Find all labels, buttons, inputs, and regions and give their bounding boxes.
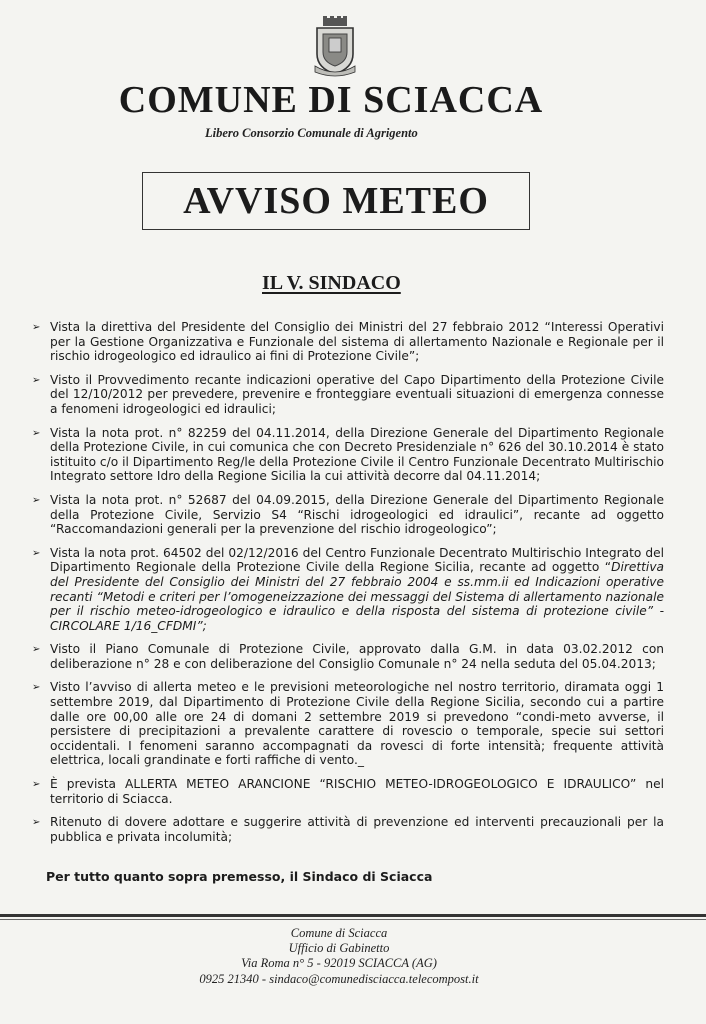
premises-list — [32, 320, 664, 853]
list-item — [32, 815, 664, 844]
arrow-bullet-icon: ➢ — [32, 644, 41, 656]
municipality-subtitle: Libero Consorzio Comunale di Agrigento — [205, 126, 418, 140]
list-item — [32, 493, 664, 537]
list-item — [32, 320, 664, 364]
list-item-text: Visto il Piano Comunale di Protezione Civile, approvato dalla G.M. in data 03.02.2012 con deliberazione n° 28 e con deliberazione del Consiglio Comunale n° 24 nella seduta del 05.04.2013; — [50, 642, 664, 671]
list-item — [32, 777, 664, 806]
municipality-title: COMUNE DI SCIACCA — [118, 79, 544, 121]
notice-title: AVVISO METEO — [183, 180, 489, 222]
list-item-text: Vista la nota prot. n° 52687 del 04.09.2015, della Direzione Generale del Dipartimento Regionale della Protezione Civile, Servizio S4 “Rischi idrogeologici ed idraulici”, recante ad oggetto “Raccomandazioni generali per la prevenzione del rischio idrogeologico”; — [50, 492, 664, 537]
list-item-text: Vista la direttiva del Presidente del Consiglio dei Ministri del 27 febbraio 2012 “Interessi Operativi per la Gestione Organizzativa e Funzionale del sistema di allertamento Nazionale e Regionale per il rischio idrogeologico ed idraulico ai fini di Protezione Civile”; — [50, 320, 664, 364]
footer-line-address: Via Roma n° 5 - 92019 SCIACCA (AG) — [241, 956, 437, 971]
list-item-text: Ritenuto di dovere adottare e suggerire attività di prevenzione ed interventi precauzionali per la pubblica e privata incolumità; — [50, 815, 664, 844]
list-item — [32, 680, 664, 768]
list-item — [32, 546, 664, 634]
conclusion-line: Per tutto quanto sopra premesso, il Sindaco di Sciacca — [46, 869, 433, 884]
arrow-bullet-icon: ➢ — [32, 779, 41, 791]
list-item-text: Visto l’avviso di allerta meteo e le previsioni meteorologiche nel nostro territorio, diramata oggi 1 settembre 2019, dal Dipartimento di Protezione Civile della Regione Sicilia, secondo cui a partire dalle ore 00,00 alle ore 24 di domani 2 settembre 2019 si prevedono “condi-meto avverse, il persistere di precipitazioni a prevalente carattere di rovescio o temporale, specie sui settori occidentali. I fenomeni saranno accompagnati da rovesci di forte intensità; frequente attività elettrica, locali grandinate e forti raffiche di vento._ — [50, 680, 664, 768]
coat-of-arms-icon — [311, 16, 359, 78]
list-item-text-plain: Vista la nota prot. 64502 del 02/12/2016 del Centro Funzionale Decentrato Multirischio Integrato del Dipartimento Regionale della Protezione Civile della Regione Sicilia, recante ad oggetto “ — [50, 545, 664, 575]
list-item-text-italic: Direttiva del Presidente del Consiglio dei Ministri del 27 febbraio 2004 e ss.mm.ii ed Indicazioni operative recanti “Metodi e criteri per l’omogeneizzazione dei messaggi del Sistema di allertamento nazionale per il rischio meteo-idrogeologico e idraulico e della risposta del sistema di protezione civile” - CIRCOLARE 1/16_CFDMI”; — [50, 560, 664, 633]
footer-divider — [0, 914, 706, 917]
list-item-text: Vista la nota prot. n° 82259 del 04.11.2014, della Direzione Generale del Dipartimento Regionale della Protezione Civile, in cui comunica che con Decreto Presidenziale n° 626 del 30.10.2014 è stato istituito c/o il Dipartimento Reg/le della Protezione Civile il Centro Funzionale Decentrato Multirischio Integrato settore Idro della Regione Sicilia la cui attività decorre dal 04.11.2014; — [50, 425, 664, 484]
footer-line-department: Ufficio di Gabinetto — [288, 941, 390, 956]
arrow-bullet-icon: ➢ — [32, 817, 41, 829]
arrow-bullet-icon: ➢ — [32, 494, 41, 506]
arrow-bullet-icon: ➢ — [32, 374, 41, 386]
notice-title-box — [142, 172, 530, 230]
footer-line-contacts: 0925 21340 - sindaco@comunedisciacca.telecompost.it — [199, 971, 479, 986]
arrow-bullet-icon: ➢ — [32, 427, 41, 439]
list-item — [32, 426, 664, 484]
footer-divider-thin — [0, 919, 706, 920]
footer-line-office: Comune di Sciacca — [290, 926, 388, 940]
list-item-text: È prevista ALLERTA METEO ARANCIONE “RISCHIO METEO-IDROGEOLOGICO E IDRAULICO” nel territorio di Sciacca. — [50, 777, 664, 806]
signatory-heading: IL V. SINDACO — [262, 272, 401, 294]
list-item-text: Visto il Provvedimento recante indicazioni operative del Capo Dipartimento della Protezione Civile del 12/10/2012 per prevedere, prevenire e fronteggiare eventuali situazioni di emergenza connesse a fenomeni idrogeologici ed idraulici; — [50, 372, 664, 416]
arrow-bullet-icon: ➢ — [32, 322, 41, 333]
footer — [0, 926, 706, 987]
list-item-text — [50, 546, 664, 634]
arrow-bullet-icon: ➢ — [32, 547, 41, 559]
list-item — [32, 373, 664, 417]
arrow-bullet-icon: ➢ — [32, 682, 41, 694]
list-item — [32, 642, 664, 671]
